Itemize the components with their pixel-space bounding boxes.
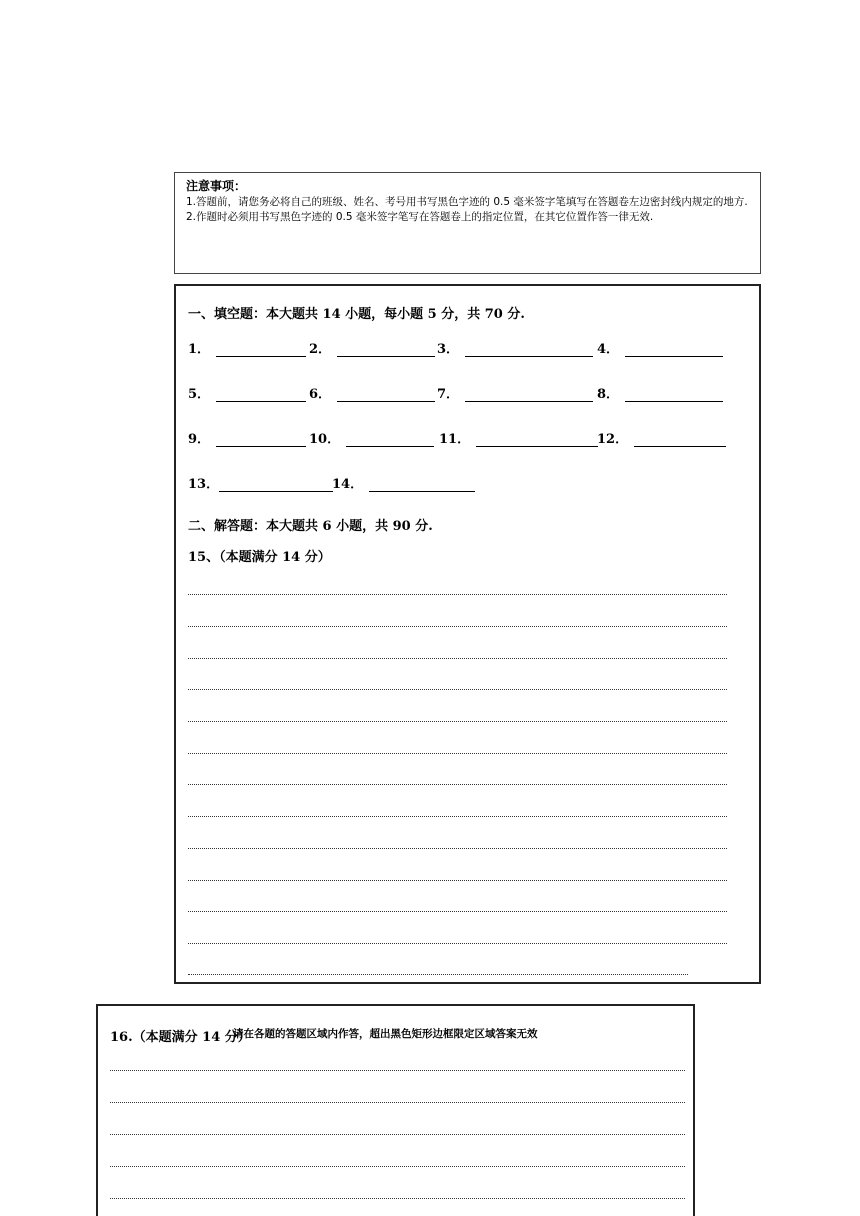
answer-line[interactable] [188,689,727,690]
question-16-box [96,1004,695,1216]
answer-line[interactable] [188,626,727,627]
answer-line[interactable] [188,943,727,944]
answer-blank-5[interactable] [216,387,306,402]
notice-box [174,172,761,274]
blank-number: 9． [188,432,211,447]
notice-item-1: 1.答题前，请您务必将自己的班级、姓名、考号用书写黑色字迹的 0.5 毫米签字笔填写在答题卷左边密封线内规定的地方. [186,196,748,208]
blank-item-4 [597,338,723,357]
blank-item-5 [188,383,306,402]
blank-row-3 [188,428,748,448]
answer-line[interactable] [110,1166,685,1167]
blank-item-9 [188,428,306,447]
blank-number: 1． [188,342,211,357]
blank-item-7 [437,383,593,402]
answer-blank-6[interactable] [337,387,435,402]
answer-blank-12[interactable] [634,432,726,447]
notice-item-2: 2.作题时必须用书写黑色字迹的 0.5 毫米签字笔写在答题卷上的指定位置，在其它位置作答一律无效. [186,211,654,223]
answer-line[interactable] [110,1134,685,1135]
answer-line[interactable] [188,721,727,722]
answer-line[interactable] [188,594,727,595]
answer-blank-13[interactable] [219,477,333,492]
answer-box [174,284,761,984]
answer-blank-4[interactable] [625,342,723,357]
blank-number: 5． [188,387,211,402]
question-15-title: 15、（本题满分 14 分） [188,550,331,565]
blank-item-13 [188,473,333,492]
answer-line[interactable] [110,1070,685,1071]
blank-number: 13． [188,477,220,492]
answer-blank-10[interactable] [346,432,434,447]
blank-item-6 [309,383,435,402]
blank-item-1 [188,338,306,357]
answer-blank-9[interactable] [216,432,306,447]
blank-number: 8． [597,387,620,402]
blank-item-2 [309,338,435,357]
blank-row-2 [188,383,748,403]
answer-line[interactable] [110,1102,685,1103]
answer-area-warning: 请在各题的答题区域内作答，超出黑色矩形边框限定区域答案无效 [233,1028,538,1040]
blank-number: 11． [439,432,471,447]
blank-number: 2． [309,342,332,357]
blank-row-1 [188,338,748,358]
answer-blank-11[interactable] [476,432,598,447]
blank-number: 14． [332,477,364,492]
answer-blank-8[interactable] [625,387,723,402]
blank-number: 6． [309,387,332,402]
answer-blank-14[interactable] [369,477,475,492]
blank-item-14 [332,473,475,492]
blank-number: 12． [597,432,629,447]
blank-number: 7． [437,387,460,402]
blank-item-12 [597,428,726,447]
answer-line[interactable] [188,974,688,975]
answer-blank-3[interactable] [465,342,593,357]
question-16-title: 16.（本题满分 14 分） [110,1030,251,1045]
answer-line[interactable] [188,848,727,849]
answer-line[interactable] [188,784,727,785]
answer-line[interactable] [188,753,727,754]
section-1-title: 一、填空题：本大题共 14 小题，每小题 5 分，共 70 分. [188,307,525,322]
answer-line[interactable] [188,658,727,659]
answer-line[interactable] [188,816,727,817]
blank-number: 3． [437,342,460,357]
answer-blank-1[interactable] [216,342,306,357]
blank-row-4 [188,473,748,493]
answer-blank-2[interactable] [337,342,435,357]
notice-title: 注意事项： [186,179,247,193]
blank-number: 4． [597,342,620,357]
blank-item-10 [309,428,434,447]
answer-line[interactable] [188,880,727,881]
answer-line[interactable] [188,911,727,912]
blank-item-8 [597,383,723,402]
answer-line[interactable] [110,1198,685,1199]
answer-blank-7[interactable] [465,387,593,402]
blank-number: 10． [309,432,341,447]
blank-item-3 [437,338,593,357]
blank-item-11 [439,428,598,447]
section-2-title: 二、解答题：本大题共 6 小题，共 90 分. [188,519,433,534]
